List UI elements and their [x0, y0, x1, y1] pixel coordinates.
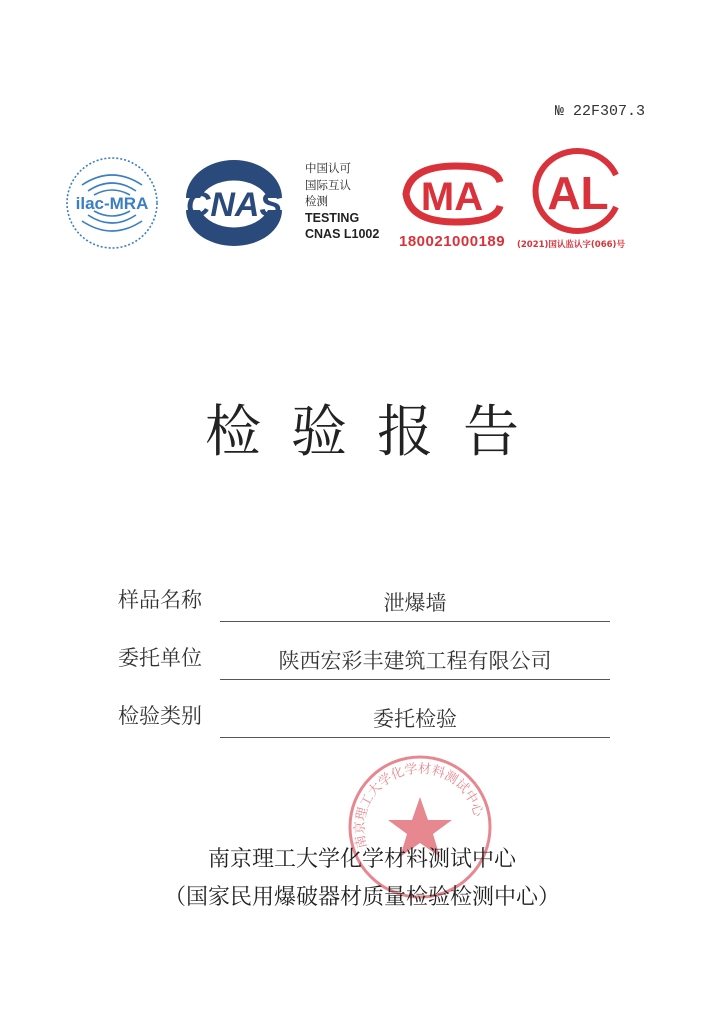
cnas-text-line: TESTING [305, 210, 360, 225]
cnas-text-line: 中国认可 [305, 161, 351, 175]
ilac-mra-logo [64, 155, 160, 251]
svg-text:CNAS: CNAS [185, 186, 283, 224]
report-number: № 22F307.3 [555, 103, 646, 120]
field-sample-name [118, 582, 610, 622]
field-test-type [118, 698, 610, 738]
cma-logo [400, 160, 512, 228]
field-label: 委托单位 [118, 646, 202, 670]
cnas-logo [178, 160, 290, 246]
cnas-accreditation-number: CNAS L1002 [305, 227, 380, 241]
field-value: 泄爆墙 [383, 591, 447, 615]
cal-number: (2021)国认监认字(066)号 [517, 240, 625, 250]
organization-name: 南京理工大学化学材料测试中心 [207, 847, 516, 872]
field-value: 陕西宏彩丰建筑工程有限公司 [278, 649, 552, 673]
underline [220, 679, 610, 680]
page-title: 检验报告 [205, 400, 549, 465]
cnas-text-line: 检测 [305, 194, 328, 208]
cnas-accreditation-text [305, 160, 379, 243]
field-value: 委托检验 [373, 707, 457, 731]
field-label: 检验类别 [118, 704, 202, 728]
svg-text:南京理工大学化学材料测试中心: 南京理工大学化学材料测试中心 [352, 761, 486, 850]
cal-logo [530, 145, 626, 235]
cma-number: 180021000189 [399, 233, 506, 250]
organization-alt-name: （国家民用爆破器材质量检验检测中心） [163, 885, 560, 910]
underline [220, 737, 610, 738]
svg-text:ilac-MRA: ilac-MRA [75, 194, 149, 213]
field-client [118, 640, 610, 680]
cnas-text-line: 国际互认 [305, 177, 351, 192]
svg-text:MA: MA [420, 175, 484, 219]
underline [220, 621, 610, 622]
field-label: 样品名称 [118, 588, 202, 612]
svg-text:AL: AL [547, 167, 609, 219]
